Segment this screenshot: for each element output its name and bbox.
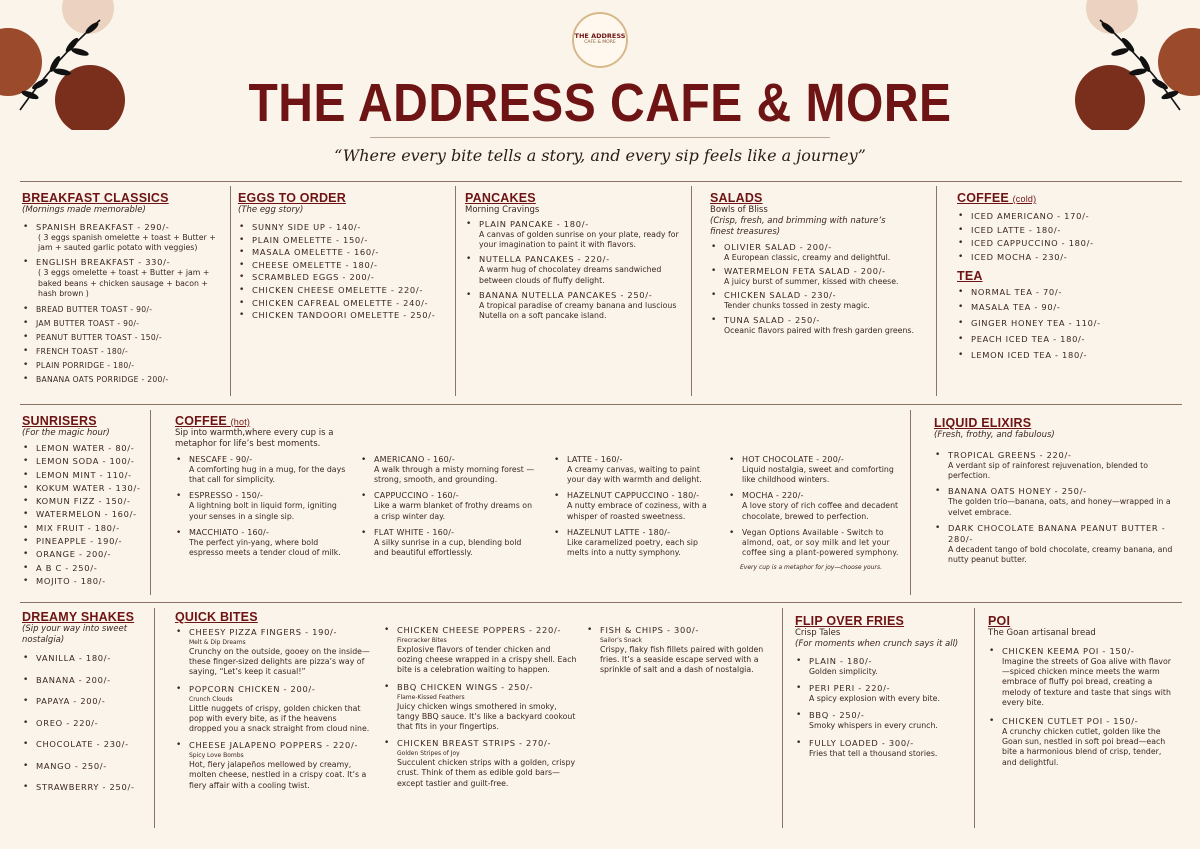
quick-bites-column-2 bbox=[383, 625, 578, 789]
divider-middle bbox=[20, 404, 1182, 405]
menu-item: • FULLY LOADED - 300/- Fries that tell a thousand stories. bbox=[795, 738, 970, 759]
quick-bites-column-3 bbox=[586, 625, 776, 676]
menu-item: • SUNNY SIDE UP - 140/- bbox=[238, 222, 452, 233]
menu-item: • ICED CAPPUCCINO - 180/- bbox=[957, 238, 1182, 249]
menu-item: • CHICKEN CHEESE POPPERS - 220/- Firecracker Bites Explosive flavors of tender chicken and oozing cheese wrapped in a crispy shell. Each bite is a celebration waiting to happen. bbox=[383, 625, 578, 676]
section-subtitle: (The egg story) bbox=[238, 205, 304, 215]
column-divider bbox=[154, 608, 155, 828]
coffee-note: Every cup is a metaphor for joy—choose yours. bbox=[740, 563, 883, 571]
coffee-hot-column-1 bbox=[175, 455, 350, 558]
section-tagline: (Crisp, fresh, and brimming with nature’s finest treasures) bbox=[710, 216, 886, 237]
menu-item: • ENGLISH BREAKFAST - 330/- ( 3 eggs omelette + toast + Butter + jam + baked beans + chicken sausage + bacon + hash brown ) bbox=[22, 257, 227, 299]
quick-bites-column-1 bbox=[175, 627, 370, 791]
menu-item: • PLAIN OMELETTE - 150/- bbox=[238, 235, 452, 246]
section-title: FLIP OVER FRIES bbox=[795, 614, 905, 628]
breakfast-section bbox=[22, 191, 227, 388]
menu-item: • CHICKEN SALAD - 230/- Tender chunks tossed in zesty magic. bbox=[710, 290, 932, 311]
section-subtitle: Morning Cravings bbox=[465, 205, 540, 215]
menu-item: • OLIVIER SALAD - 200/- A European classic, creamy and delightful. bbox=[710, 242, 932, 263]
menu-item: • CHICKEN CUTLET POI - 150/- A crunchy chicken cutlet, golden like the Goan sun, nestled in soft poi bread—each bite a harmonious blend of crisp, tender, and delightful. bbox=[988, 716, 1178, 768]
menu-item: • BANANA NUTELLA PANCAKES - 250/- A tropical paradise of creamy banana and luscious Nutella on a soft pancake island. bbox=[465, 290, 687, 321]
menu-item: • CHICKEN CHEESE OMELETTE - 220/- bbox=[238, 285, 452, 296]
coffee-hot-column-4 bbox=[728, 455, 908, 571]
divider-top bbox=[20, 181, 1182, 182]
column-divider bbox=[936, 186, 937, 396]
poi-section bbox=[988, 614, 1178, 768]
menu-item: • ICED LATTE - 180/- bbox=[957, 225, 1182, 236]
menu-item: • HAZELNUT CAPPUCCINO - 180/- A nutty embrace of coziness, with a whisper of roasted sweetness. bbox=[553, 491, 713, 521]
divider-bottom bbox=[20, 602, 1182, 603]
menu-item: • POPCORN CHICKEN - 200/- Crunch Clouds Little nuggets of crispy, golden chicken that pop with every bite, as if the heavens dropped you a snack straight from cloud nine. bbox=[175, 684, 370, 735]
menu-item: • MASALA OMELETTE - 160/- bbox=[238, 247, 452, 258]
section-title: LIQUID ELIXIRS bbox=[934, 416, 1032, 430]
menu-item: • VANILLA - 180/- bbox=[22, 653, 150, 664]
menu-item: • NORMAL TEA - 70/- bbox=[957, 287, 1182, 298]
column-divider bbox=[150, 410, 151, 595]
logo bbox=[572, 12, 628, 68]
title-divider bbox=[370, 137, 830, 138]
menu-item: • FLAT WHITE - 160/- A silky sunrise in a cup, blending bold and beautiful effortlessly. bbox=[360, 528, 535, 558]
menu-item: • WATERMELON - 160/- bbox=[22, 509, 148, 520]
column-divider bbox=[230, 186, 231, 396]
menu-item: • PINEAPPLE - 190/- bbox=[22, 536, 148, 547]
menu-item: • FISH & CHIPS - 300/- Sailor’s Snack Crispy, flaky fish fillets paired with golden fries. It’s a seaside escape served with a sprinkle of salt and a dash of nostalgia. bbox=[586, 625, 776, 676]
menu-item: • ESPRESSO - 150/- A lightning bolt in liquid form, igniting your senses in a single sip. bbox=[175, 491, 350, 521]
section-title: COFFEE (hot) bbox=[175, 414, 251, 428]
menu-item: • MOJITO - 180/- bbox=[22, 576, 148, 587]
menu-item: • KOMUN FIZZ - 150/- bbox=[22, 496, 148, 507]
menu-item: • FRENCH TOAST - 180/- bbox=[22, 346, 227, 357]
section-subtitle: Crisp Tales bbox=[795, 628, 841, 638]
menu-item: • ORANGE - 200/- bbox=[22, 549, 148, 560]
tagline: “Where every bite tells a story, and every sip feels like a journey” bbox=[334, 146, 866, 165]
column-divider bbox=[974, 608, 975, 828]
section-title: COFFEE (cold) bbox=[957, 191, 1037, 205]
menu-item: • CHEESE JALAPENO POPPERS - 220/- Spicy Love Bombs Hot, fiery jalapeños mellowed by creamy, molten cheese, nestled in a crispy coat. It’s a fiery affair with a cooling twist. bbox=[175, 740, 370, 791]
menu-item: • LEMON ICED TEA - 180/- bbox=[957, 350, 1182, 361]
column-divider bbox=[691, 186, 692, 396]
menu-item: • CAPPUCCINO - 160/- Like a warm blanket of frothy dreams on a crisp winter day. bbox=[360, 491, 535, 521]
section-subtitle: Bowls of Bliss bbox=[710, 205, 768, 215]
section-subtitle: The Goan artisanal bread bbox=[988, 628, 1096, 638]
logo-subtext: CAFE & MORE bbox=[584, 40, 616, 45]
page-title: THE ADDRESS CAFE & MORE bbox=[248, 73, 952, 134]
section-subtitle: Sip into warmth,where every cup is a metaphor for life’s best moments. bbox=[175, 428, 334, 449]
coffee-hot-column-3 bbox=[553, 455, 713, 558]
pancakes-section bbox=[465, 191, 687, 321]
elixirs-section bbox=[934, 416, 1174, 565]
menu-item: • PERI PERI - 220/- A spicy explosion with every bite. bbox=[795, 683, 970, 704]
menu-item: • CHEESY PIZZA FINGERS - 190/- Melt & Dip Dreams Crunchy on the outside, gooey on the inside—these finger-sized delights are pizza’s way of saying, “Let’s keep it casual!” bbox=[175, 627, 370, 678]
menu-item: • AMERICANO - 160/- A walk through a misty morning forest —strong, smooth, and grounding. bbox=[360, 455, 535, 485]
menu-item: • JAM BUTTER TOAST - 90/- bbox=[22, 318, 227, 329]
coffee-hot-column-2 bbox=[360, 455, 535, 558]
menu-item: • ICED AMERICANO - 170/- bbox=[957, 211, 1182, 222]
menu-item: • Vegan Options Available - Switch to almond, oat, or soy milk and let your coffee sing a plant-powered symphony. bbox=[728, 528, 908, 558]
fries-section bbox=[795, 614, 970, 759]
menu-item: • DARK CHOCOLATE BANANA PEANUT BUTTER - 280/- A decadent tango of bold chocolate, creamy banana, and nutty peanut butter. bbox=[934, 523, 1174, 565]
menu-item: • CHICKEN CAFREAL OMELETTE - 240/- bbox=[238, 298, 452, 309]
menu-item: • CHICKEN BREAST STRIPS - 270/- Golden Stripes of Joy Succulent chicken strips with a golden, crispy crust. Think of them as edible gold bars—except tastier and guilt-free. bbox=[383, 738, 578, 789]
menu-item: • MOCHA - 220/- A love story of rich coffee and decadent chocolate, brewed to perfection. bbox=[728, 491, 908, 521]
menu-item: • LEMON SODA - 100/- bbox=[22, 456, 148, 467]
menu-item: • SCRAMBLED EGGS - 200/- bbox=[238, 272, 452, 283]
menu-item: • WATERMELON FETA SALAD - 200/- A juicy burst of summer, kissed with cheese. bbox=[710, 266, 932, 287]
sunrisers-section bbox=[22, 414, 148, 587]
menu-item: • PEACH ICED TEA - 180/- bbox=[957, 334, 1182, 345]
quick-bites-title: QUICK BITES bbox=[175, 610, 258, 624]
section-title: SALADS bbox=[710, 191, 763, 205]
eggs-section bbox=[238, 191, 452, 323]
column-divider bbox=[910, 410, 911, 595]
menu-item: • MACCHIATO - 160/- The perfect yin-yang, where bold espresso meets a tender cloud of milk. bbox=[175, 528, 350, 558]
section-title: DREAMY SHAKES bbox=[22, 610, 135, 624]
menu-item: • MASALA TEA - 90/- bbox=[957, 302, 1182, 313]
menu-item: • PLAIN PANCAKE - 180/- A canvas of golden sunrise on your plate, ready for your imagination to paint it with flavors. bbox=[465, 219, 687, 250]
column-divider bbox=[455, 186, 456, 396]
coffee-hot-section bbox=[175, 414, 905, 450]
menu-item: • PAPAYA - 200/- bbox=[22, 696, 150, 707]
menu-item: • SPANISH BREAKFAST - 290/- ( 3 eggs spanish omelette + toast + Butter + jam + sauted garlic potato with veggies) bbox=[22, 222, 227, 253]
menu-item: • PLAIN - 180/- Golden simplicity. bbox=[795, 656, 970, 677]
tea-title: TEA bbox=[957, 268, 983, 283]
menu-item: • CHOCOLATE - 230/- bbox=[22, 739, 150, 750]
column-divider bbox=[782, 608, 783, 828]
menu-item: • PLAIN PORRIDGE - 180/- bbox=[22, 360, 227, 371]
section-tagline: (For moments when crunch says it all) bbox=[795, 639, 959, 649]
menu-item: • TUNA SALAD - 250/- Oceanic flavors paired with fresh garden greens. bbox=[710, 315, 932, 336]
menu-item: • BREAD BUTTER TOAST - 90/- bbox=[22, 304, 227, 315]
menu-item: • NUTELLA PANCAKES - 220/- A warm hug of chocolatey dreams sandwiched between clouds of fluffy delight. bbox=[465, 254, 687, 285]
menu-item: • LEMON MINT - 110/- bbox=[22, 470, 148, 481]
section-subtitle: (Fresh, frothy, and fabulous) bbox=[934, 430, 1055, 440]
section-subtitle: (For the magic hour) bbox=[22, 428, 110, 438]
menu-item: • PEANUT BUTTER TOAST - 150/- bbox=[22, 332, 227, 343]
section-title: PANCAKES bbox=[465, 191, 536, 205]
menu-item: • KOKUM WATER - 130/- bbox=[22, 483, 148, 494]
coffee-cold-section bbox=[957, 191, 1182, 361]
logo-text: THE ADDRESS bbox=[574, 32, 626, 40]
menu-item: • BBQ - 250/- Smoky whispers in every crunch. bbox=[795, 710, 970, 731]
section-title: BREAKFAST CLASSICS bbox=[22, 191, 169, 205]
menu-item: • CHICKEN KEEMA POI - 150/- Imagine the streets of Goa alive with flavor—spiced chicken mince meets the warm embrace of fluffy poi bread, creating a melody of texture and taste that sings with every bite. bbox=[988, 646, 1178, 708]
menu-item: • BANANA - 200/- bbox=[22, 675, 150, 686]
shakes-section bbox=[22, 610, 150, 793]
menu-item: • NESCAFE - 90/- A comforting hug in a mug, for the days that call for simplicity. bbox=[175, 455, 350, 485]
menu-item: • CHICKEN TANDOORI OMELETTE - 250/- bbox=[238, 310, 452, 321]
section-title: SUNRISERS bbox=[22, 414, 97, 428]
menu-item: • CHEESE OMELETTE - 180/- bbox=[238, 260, 452, 271]
salads-section bbox=[710, 191, 932, 336]
section-title: POI bbox=[988, 614, 1011, 628]
menu-item: • STRAWBERRY - 250/- bbox=[22, 782, 150, 793]
menu-item: • MANGO - 250/- bbox=[22, 761, 150, 772]
section-subtitle: (Sip your way into sweet nostalgia) bbox=[22, 624, 128, 645]
menu-item: • HAZELNUT LATTE - 180/- Like caramelized poetry, each sip melts into a nutty symphony. bbox=[553, 528, 713, 558]
menu-item: • ICED MOCHA - 230/- bbox=[957, 252, 1182, 263]
section-title: EGGS TO ORDER bbox=[238, 191, 346, 205]
menu-item: • OREO - 220/- bbox=[22, 718, 150, 729]
menu-item: • LEMON WATER - 80/- bbox=[22, 443, 148, 454]
menu-item: • TROPICAL GREENS - 220/- A verdant sip of rainforest rejuvenation, blended to perfection. bbox=[934, 450, 1174, 481]
menu-item: • MIX FRUIT - 180/- bbox=[22, 523, 148, 534]
section-subtitle: (Mornings made memorable) bbox=[22, 205, 146, 215]
menu-item: • GINGER HONEY TEA - 110/- bbox=[957, 318, 1182, 329]
menu-item: • A B C - 250/- bbox=[22, 563, 148, 574]
menu-item: • BANANA OATS PORRIDGE - 200/- bbox=[22, 374, 227, 385]
menu-item: • BANANA OATS HONEY - 250/- The golden trio—banana, oats, and honey—wrapped in a velvet embrace. bbox=[934, 486, 1174, 517]
menu-item: • LATTE - 160/- A creamy canvas, waiting to paint your day with warmth and delight. bbox=[553, 455, 713, 485]
menu-item: • BBQ CHICKEN WINGS - 250/- Flame-Kissed Feathers Juicy chicken wings smothered in smoky, tangy BBQ sauce. It’s like a backyard cookout that fits in your fingertips. bbox=[383, 682, 578, 733]
menu-item: • HOT CHOCOLATE - 200/- Liquid nostalgia, sweet and comforting like childhood winters. bbox=[728, 455, 908, 485]
